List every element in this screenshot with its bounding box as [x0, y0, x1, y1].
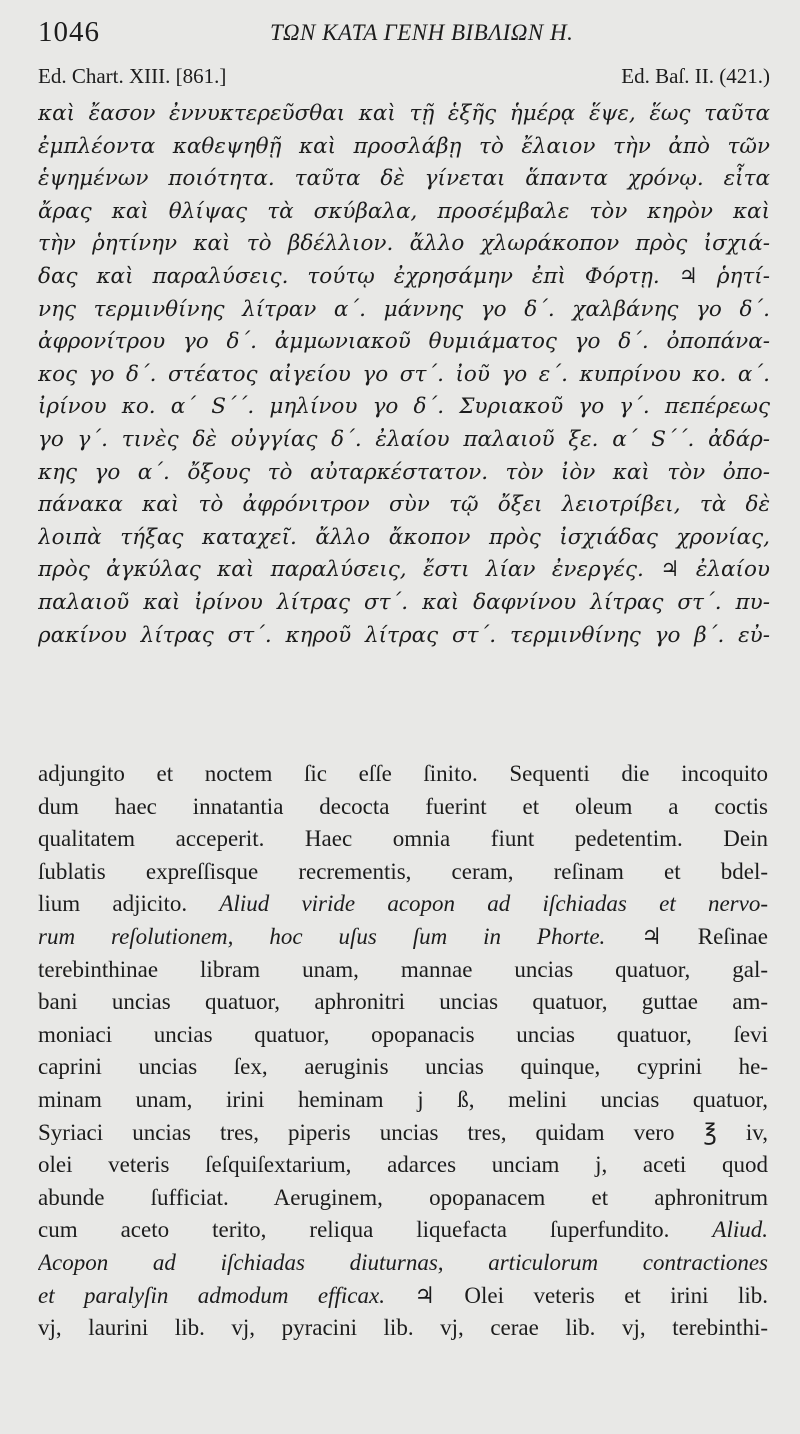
- latin-text-line: [38, 856, 768, 889]
- running-title: ΤΩΝ ΚΑΤΑ ΓΕΝΗ ΒΙΒΛΙΩΝ Η.: [270, 20, 574, 45]
- greek-text-line: κος γο δ΄. στέατος αἰγείου γο στ΄. ἰοῦ γο ε΄. κυπρίνου κο. α΄.: [38, 361, 770, 387]
- latin-text-line: [38, 1149, 768, 1182]
- latin-text-line: [38, 758, 768, 791]
- page-number: 1046: [38, 16, 100, 48]
- greek-text-line: πάνακα καὶ τὸ ἀφρόνιτρον σὺν τῷ ὄξει λειοτρίβει, τὰ δὲ: [38, 492, 770, 518]
- latin-text-line: [38, 1247, 768, 1280]
- latin-text-line: [38, 954, 768, 987]
- text-segment: qualitatem acceperit. Haec omnia fiunt pedetentim. Dein: [38, 826, 768, 852]
- text-segment: dum haec innatantia decocta fuerint et oleum a coctis: [38, 793, 768, 819]
- greek-text-line: ἰρίνου κο. α΄ S΄΄. μηλίνου γο δ΄. Συριακοῦ γο γ΄. πεπέρεως: [38, 394, 770, 420]
- latin-text-line: [38, 1084, 768, 1117]
- latin-text-line: [38, 1051, 768, 1084]
- edition-chart-reference: Ed. Chart. XIII. [861.]: [38, 64, 227, 88]
- greek-text-line: παλαιοῦ καὶ ἰρίνου λίτρας στ΄. καὶ δαφνίνου λίτρας στ΄. πυ-: [38, 589, 770, 615]
- text-segment: moniaci uncias quatuor, opopanacis uncias quatuor, ſevi: [38, 1021, 768, 1047]
- edition-references: [38, 64, 770, 96]
- latin-text-line: [38, 1214, 768, 1247]
- edition-basel-reference: Ed. Baſ. II. (421.): [621, 64, 770, 88]
- text-segment: olei veteris ſeſquiſextarium, adarces unciam j, aceti quod: [38, 1152, 768, 1178]
- greek-text-line: ρακίνου λίτρας στ΄. κηροῦ λίτρας στ΄. τερμινθίνης γο β΄. εὐ-: [38, 622, 770, 648]
- greek-text-line: πρὸς ἀγκύλας καὶ παραλύσεις, ἔστι λίαν ἐνεργές. ♃ ἐλαίου: [38, 557, 770, 583]
- latin-text-line: [38, 888, 768, 921]
- greek-text-line: λοιπὰ τήξας καταχεῖ. ἄλλο ἄκοπον πρὸς ἰσχιάδας χρονίας,: [38, 524, 770, 550]
- text-segment: bani uncias quatuor, aphronitri uncias quatuor, guttae am-: [38, 989, 768, 1015]
- text-segment: lium adjicito.: [38, 891, 220, 917]
- greek-text-line: ἐμπλέοντα καθεψηθῇ καὶ προσλάβῃ τὸ ἔλαιον τὴν ἀπὸ τῶν: [38, 133, 770, 159]
- greek-text-line: κης γο α΄. ὄξους τὸ αὐταρκέστατον. τὸν ἰὸν καὶ τὸν ὀπο-: [38, 459, 770, 485]
- text-segment: cum aceto terito, reliqua liquefacta ſuperfundito.: [38, 1217, 713, 1243]
- latin-text-line: [38, 791, 768, 824]
- greek-text-line: ἑψημένων ποιότητα. ταῦτα δὲ γίνεται ἅπαντα χρόνῳ. εἶτα: [38, 166, 770, 192]
- latin-text-line: [38, 1117, 768, 1150]
- italic-text-segment: Aliud.: [712, 1217, 768, 1243]
- text-segment: terebinthinae libram unam, mannae uncias quatuor, gal-: [38, 956, 768, 982]
- greek-text-line: καὶ ἔασον ἐννυκτερεῦσθαι καὶ τῇ ἑξῆς ἡμέρᾳ ἕψε, ἕως ταῦτα: [38, 101, 770, 126]
- text-segment: minam unam, irini heminam j ß, melini uncias quatuor,: [38, 1086, 768, 1112]
- text-segment: vj, laurini lib. vj, pyracini lib. vj, cerae lib. vj, terebinthi-: [38, 1315, 768, 1341]
- text-segment: abunde ſufficiat. Aeruginem, opopanacem et aphronitrum: [38, 1184, 768, 1210]
- latin-translation-block: [38, 758, 768, 1345]
- text-segment: ♃ Reſinae: [605, 923, 768, 949]
- greek-text-line: τὴν ῥητίνην καὶ τὸ βδέλλιον. ἄλλο χλωράκοπον πρὸς ἰσχιά-: [38, 231, 770, 257]
- latin-text-line: [38, 921, 768, 954]
- text-segment: ſublatis expreſſisque recrementis, ceram, reſinam et bdel-: [38, 858, 768, 884]
- text-segment: caprini uncias ſex, aeruginis uncias quinque, cyprini he-: [38, 1054, 768, 1080]
- italic-text-segment: rum reſolutionem, hoc uſus ſum in Phorte.: [38, 923, 606, 949]
- latin-text-line: [38, 1280, 768, 1313]
- greek-text-line: ἄρας καὶ θλίψας τὰ σκύβαλα, προσέμβαλε τὸν κηρὸν καὶ: [38, 198, 770, 224]
- italic-text-segment: Acopon ad iſchiadas diuturnas, articulorum contractiones: [38, 1249, 768, 1275]
- italic-text-segment: et paralyſin admodum efficax.: [38, 1282, 385, 1308]
- greek-text-block: [38, 98, 770, 652]
- latin-text-line: [38, 1182, 768, 1215]
- greek-text-line: γο γ΄. τινὲς δὲ οὐγγίας δ΄. ἐλαίου παλαιοῦ ξε. α΄ S΄΄. ἀδάρ-: [38, 426, 770, 452]
- greek-text-line: δας καὶ παραλύσεις. τούτῳ ἐχρησάμην ἐπὶ Φόρτῃ. ♃ ῥητί-: [38, 263, 770, 289]
- latin-text-line: [38, 823, 768, 856]
- greek-text-line: νης τερμινθίνης λίτραν α΄. μάννης γο δ΄. χαλβάνης γο δ΄.: [38, 296, 770, 322]
- greek-text-line: ἀφρονίτρου γο δ΄. ἀμμωνιακοῦ θυμιάματος γο δ΄. ὀποπάνα-: [38, 329, 770, 355]
- page-header: [38, 14, 770, 54]
- text-segment: adjungito et noctem ſic eſſe ſinito. Sequenti die incoquito: [38, 761, 768, 786]
- text-segment: ♃ Olei veteris et irini lib.: [384, 1282, 768, 1308]
- latin-text-line: [38, 1312, 768, 1345]
- latin-text-line: [38, 1019, 768, 1052]
- italic-text-segment: Aliud viride acopon ad iſchiadas et nervo-: [219, 891, 768, 917]
- latin-text-line: [38, 986, 768, 1019]
- text-segment: Syriaci uncias tres, piperis uncias tres, quidam vero ℥ iv,: [38, 1119, 768, 1145]
